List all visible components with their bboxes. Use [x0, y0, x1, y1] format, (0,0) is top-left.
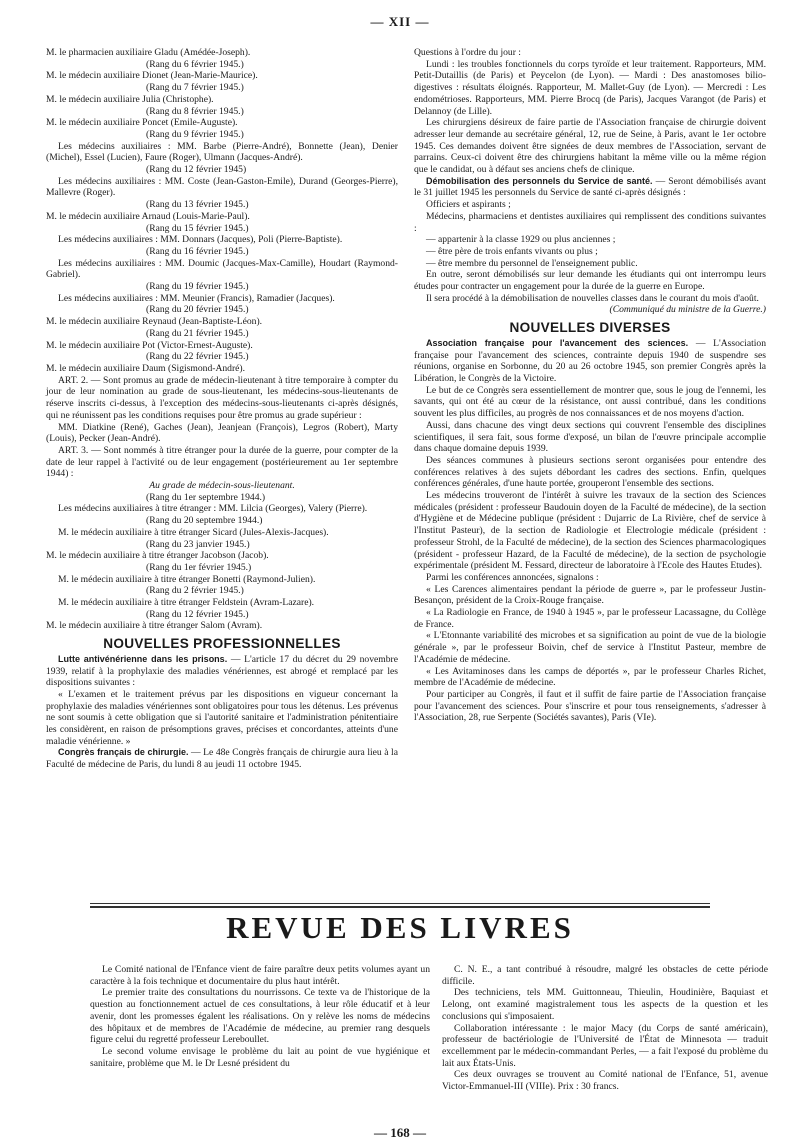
- paragraph: Les médecins auxiliaires : MM. Coste (Jean-Gaston-Emile), Durand (Georges-Pierre), Mallevre (Roger).: [46, 175, 398, 199]
- news-item-text: — Seront démobilisés avant le 31 juillet 1945 les personnels du Service de santé ci-après désignés :: [414, 175, 767, 199]
- rank-date: (Rang du 1er février 1945.): [146, 561, 252, 573]
- paragraph: — être père de trois enfants vivants ou plus ;: [426, 245, 598, 257]
- left-column: [46, 47, 398, 771]
- paragraph: Le but de ce Congrès sera essentiellement de montrer que, sous le joug de l'ennemi, les savants, qui ont été au cœur de la résistance, ont aussi contribué, dans les conditions souvent les plus difficiles, au progrès de nos connaissances et de nos moyens d'action.: [414, 384, 766, 420]
- review-right-column: [442, 964, 768, 1093]
- news-item: [414, 176, 766, 199]
- paragraph: Les chirurgiens désireux de faire partie de l'Association française de chirurgie doivent adresser leur demande au secrétaire général, 12, rue de Seine, à Paris, avant le 1er octobre 1945. Ces demandes doivent être signées de deux membres de l'Association, servant de parrains. Ceux-ci doivent être des chirurgiens habitant la même ville ou la même région que le candidat, ou à défaut ses anciens chefs de clinique.: [414, 117, 766, 176]
- paragraph: Parmi les conférences annoncées, signalons :: [426, 571, 599, 583]
- text-line: M. le médecin auxiliaire à titre étranger Salom (Avram).: [46, 620, 263, 632]
- paragraph: « L'Etonnante variabilité des microbes et sa signification au point de vue de la biologie générale », par le professeur Boivin, chef de service à l'Institut Pasteur, membre de l'Académie de médecine.: [414, 630, 766, 665]
- review-title: REVUE DES LIVRES: [226, 910, 574, 945]
- paragraph: Des séances communes à plusieurs sections seront organisées pour entendre des conférences relatives à des sujets débordant les cadres des sections. Enfin, quelques conférences générales, d'une haute portée, grouperont l'ensemble des sections.: [414, 454, 766, 490]
- rank-date: (Rang du 12 février 1945.): [146, 608, 249, 620]
- paragraph: Officiers et aspirants ;: [426, 199, 511, 211]
- paragraph: MM. Diatkine (René), Gaches (Jean), Jeanjean (François), Legros (Robert), Marty (Louis), Pecker (Jean-André).: [46, 421, 398, 445]
- source-credit: (Communiqué du ministre de la Guerre.): [609, 304, 766, 316]
- review-paragraph: Le second volume envisage le problème du lait au point de vue hygiénique et sanitaire, problème que M. le Dr Lesné président du: [90, 1045, 430, 1069]
- rank-date: (Rang du 1er septembre 1944.): [146, 491, 266, 503]
- text-line: M. le médecin auxiliaire Julia (Christophe).: [46, 93, 214, 105]
- text-line: M. le médecin auxiliaire à titre étranger Jacobson (Jacob).: [46, 550, 269, 562]
- review-paragraph: Le premier traite des consultations du nourrissons. Ce texte va de l'historique de la question au fonctionnement actuel de ces consultations, à leur rôle éducatif et à leur avenir, dont les promesses égalent les réalisations. On y relève les noms de médecins des hôpitaux et de membres de l'Académie de médecine, au premier rang desquels figure celui du regretté professeur Lereboullet.: [90, 987, 430, 1046]
- page-header: — XII —: [370, 14, 430, 29]
- rank-date: (Rang du 20 septembre 1944.): [146, 515, 263, 527]
- rank-date: (Rang du 23 janvier 1945.): [146, 538, 250, 550]
- news-item-text: — L'article 17 du décret du 29 novembre 1939, relatif à la prophylaxie des maladies vénériennes, est abrogé et remplacé par les dispositions suivantes :: [46, 653, 398, 689]
- news-item-lead: Lutte antivénérienne dans les prisons.: [58, 653, 228, 664]
- paragraph: « Les Avitaminoses dans les camps de déportés », par le professeur Charles Richet, membre de l'Académie de médecine.: [414, 665, 766, 689]
- review-paragraph: Ces deux ouvrages se trouvent au Comité national de l'Enfance, 51, avenue Victor-Emmanuel-III (VIIIe). Prix : 30 francs.: [442, 1069, 768, 1093]
- paragraph: Aussi, dans chacune des vingt deux sections qui couvrent l'ensemble des disciplines scientifiques, il sera fait, sous forme d'exposé, un bilan de l'œuvre principale accomplie dans chaque domaine depuis 1939.: [414, 419, 766, 455]
- text-line: M. le médecin auxiliaire Arnaud (Louis-Marie-Paul).: [46, 210, 250, 222]
- paragraph: Médecins, pharmaciens et dentistes auxiliaires qui remplissent des conditions suivantes :: [414, 210, 766, 234]
- paragraph: ART. 3. — Sont nommés à titre étranger pour la durée de la guerre, pour compter de la date de leur rappel à l'activité ou de leur engagement (postérieurement au 1er septembre 1944) :: [46, 444, 398, 480]
- review-left-column: [90, 964, 430, 1069]
- section-divider: [90, 903, 710, 904]
- rank-date: (Rang du 13 février 1945.): [146, 199, 249, 211]
- news-item: [46, 654, 398, 689]
- rank-date: (Rang du 16 février 1945.): [146, 245, 249, 257]
- paragraph: Les médecins trouveront de l'intérêt à suivre les travaux de la section des Sciences médicales (président : professeur Baudouin doyen de la Faculté de médecine), de la section d'Hygiène et de Médecine publique (président : Dujarric de La Rivière, chef de service à l'Institut Pasteur), de la section de Radiologie et Electrologie médicale (président : professeur Strohl, de la Faculté de médecine), de la section des Sciences pharmacologiques (président - professeur Hazard, de la Faculté de médecine), de la section de psychologie expérimentale (président M. Fessard, directeur de laboratoire à l'Ecole des Hautes Etudes).: [414, 490, 766, 572]
- text-line: M. le pharmacien auxiliaire Gladu (Amédée-Joseph).: [46, 47, 251, 58]
- rank-date: (Rang du 6 février 1945.): [146, 58, 244, 70]
- news-item-lead: Association française pour l'avancement des sciences.: [426, 337, 689, 348]
- rank-date: (Rang du 9 février 1945.): [146, 128, 244, 140]
- rank-date: (Rang du 7 février 1945.): [146, 82, 244, 94]
- news-item-text: — L'Association française pour l'avancement des sciences, contrainte depuis 1940 de suspendre ses réunions, organise en Sorbonne, du 20 au 26 octobre 1945, son premier Congrès après la Libération, le Congrès de la Victoire.: [414, 337, 766, 384]
- paragraph: « Les Carences alimentaires pendant la période de guerre », par le professeur Justin-Besançon, président de la Croix-Rouge française.: [414, 583, 766, 607]
- rank-date: (Rang du 12 février 1945): [146, 164, 247, 176]
- news-item: [414, 338, 766, 385]
- paragraph: M. le médecin auxiliaire à titre étranger Bonetti (Raymond-Julien).: [58, 573, 316, 585]
- news-item: [46, 747, 398, 770]
- news-item-lead: Démobilisation des personnels du Service de santé.: [426, 175, 653, 186]
- paragraph: M. le médecin auxiliaire à titre étranger Sicard (Jules-Alexis-Jacques).: [58, 526, 329, 538]
- paragraph: En outre, seront démobilisés sur leur demande les étudiants qui ont interrompu leurs études pour contracter un engagement pour la durée de la guerre en Europe.: [414, 269, 766, 293]
- paragraph: Les médecins auxiliaires à titre étranger : MM. Lilcia (Georges), Valery (Pierre).: [58, 503, 368, 515]
- rank-date: (Rang du 2 février 1945.): [146, 585, 244, 597]
- review-paragraph: Des techniciens, tels MM. Guittonneau, Thieulin, Houdinière, Baquiast et Lelong, ont examiné magistralement tous les aspects de la question et les conclusions qui s'imposaient.: [442, 987, 768, 1022]
- right-column: [414, 47, 766, 724]
- rank-date: (Rang du 20 février 1945.): [146, 304, 249, 316]
- page-folio: — 168 —: [374, 1125, 426, 1140]
- text-line: M. le médecin auxiliaire Poncet (Emile-Auguste).: [46, 117, 238, 129]
- paragraph: — être membre du personnel de l'enseignement public.: [426, 257, 638, 269]
- paragraph: — appartenir à la classe 1929 ou plus anciennes ;: [426, 234, 616, 246]
- rank-date: (Rang du 15 février 1945.): [146, 222, 249, 234]
- text-line: M. le médecin auxiliaire Pot (Victor-Ernest-Auguste).: [46, 339, 253, 351]
- paragraph: Lundi : les troubles fonctionnels du corps tyroïde et leur traitement. Rapporteurs, MM. Petit-Dutaillis (de Paris) et Peycelon (de Lyon). — Mardi : Des anastomoses bilio-digestives : résultats éloignés. Rapporteur, M. Mallet-Guy (de Lyon). — Mercredi : Les endométrioses. Rapporteurs, MM. Pierre Brocq (de Paris), Jacques Varangot (de Paris) et Delannoy (de Lille).: [414, 58, 766, 117]
- rank-date: (Rang du 19 février 1945.): [146, 281, 249, 293]
- paragraph: Il sera procédé à la démobilisation de nouvelles classes dans le courant du mois d'août.: [426, 292, 759, 304]
- paragraph: « L'examen et le traitement prévus par les dispositions en vigueur concernant la prophylaxie des maladies vénériennes sont obligatoires pour tous les détenus. Les prévenus ne sont soumis à cette obligation que si l'autorité sanitaire et l'administration pénitentiaire les considèrent, en raison de présomptions graves, précises et concordantes, atteints d'une maladie vénérienne. »: [46, 688, 398, 747]
- paragraph: Les médecins auxiliaires : MM. Doumic (Jacques-Max-Camille), Houdart (Raymond-Gabriel).: [46, 257, 398, 281]
- section-heading: NOUVELLES PROFESSIONNELLES: [103, 636, 341, 652]
- rank-date: (Rang du 8 février 1945.): [146, 105, 244, 117]
- review-paragraph: Le Comité national de l'Enfance vient de faire paraître deux petits volumes ayant un caractère à la fois technique et documentaire du plus haut intérêt.: [90, 964, 430, 987]
- news-item-lead: Congrès français de chirurgie.: [58, 747, 189, 758]
- text-line: M. le médecin auxiliaire Dionet (Jean-Marie-Maurice).: [46, 70, 258, 82]
- news-item-text: — Le 48e Congrès français de chirurgie aura lieu à la Faculté de médecine de Paris, du lundi 8 au jeudi 11 octobre 1945.: [46, 747, 398, 771]
- text-line: M. le médecin auxiliaire Daum (Sigismond-André).: [46, 362, 246, 374]
- paragraph: « La Radiologie en France, de 1940 à 1945 », par le professeur Lacassagne, du Collège de France.: [414, 607, 766, 630]
- paragraph: Pour participer au Congrès, il faut et il suffit de faire partie de l'Association française pour l'avancement des sciences. Pour s'inscrire et pour tous renseignements, s'adresser à l'Association, 28, rue Serpente (Sociétés savantes), Paris (VIe).: [414, 688, 766, 724]
- section-heading: NOUVELLES DIVERSES: [509, 320, 671, 336]
- paragraph: Les médecins auxiliaires : MM. Donnars (Jacques), Poli (Pierre-Baptiste).: [58, 234, 343, 246]
- section-divider-thick: [90, 906, 710, 908]
- grade-heading: Au grade de médecin-sous-lieutenant.: [149, 480, 295, 492]
- rank-date: (Rang du 21 février 1945.): [146, 327, 249, 339]
- text-line: Questions à l'ordre du jour :: [414, 47, 521, 58]
- rank-date: (Rang du 22 février 1945.): [146, 351, 249, 363]
- paragraph: ART. 2. — Sont promus au grade de médecin-lieutenant à titre temporaire à compter du jour de leur nomination au grade de sous-lieutenant, les médecins-sous-lieutenants de réserve inscrits ci-dessus, à l'exception des médecins-sous-lieutenants ci-après désignés, qui ne réunissent pas les conditions requises pour être promus au grade supérieur :: [46, 374, 398, 421]
- review-paragraph: Collaboration intéressante : le major Macy (du Corps de santé américain), professeur de bactériologie de l'Université de l'État de Minnesota — traduit excellemment par le médecin-commandant Perles, — a fait l'exposé du problème du lait aux États-Unis.: [442, 1022, 768, 1069]
- text-line: M. le médecin auxiliaire Reynaud (Jean-Baptiste-Léon).: [46, 316, 263, 328]
- review-paragraph: C. N. E., a tant contribué à résoudre, malgré les obstacles de cette période difficile.: [442, 964, 768, 987]
- paragraph: Les médecins auxiliaires : MM. Barbe (Pierre-André), Bonnette (Jean), Denier (Michel), Essel (Lucien), Faure (Roger), Ulmann (Jacques-André).: [46, 140, 398, 164]
- paragraph: M. le médecin auxiliaire à titre étranger Feldstein (Avram-Lazare).: [58, 597, 315, 609]
- paragraph: Les médecins auxiliaires : MM. Meunier (Francis), Ramadier (Jacques).: [58, 292, 335, 304]
